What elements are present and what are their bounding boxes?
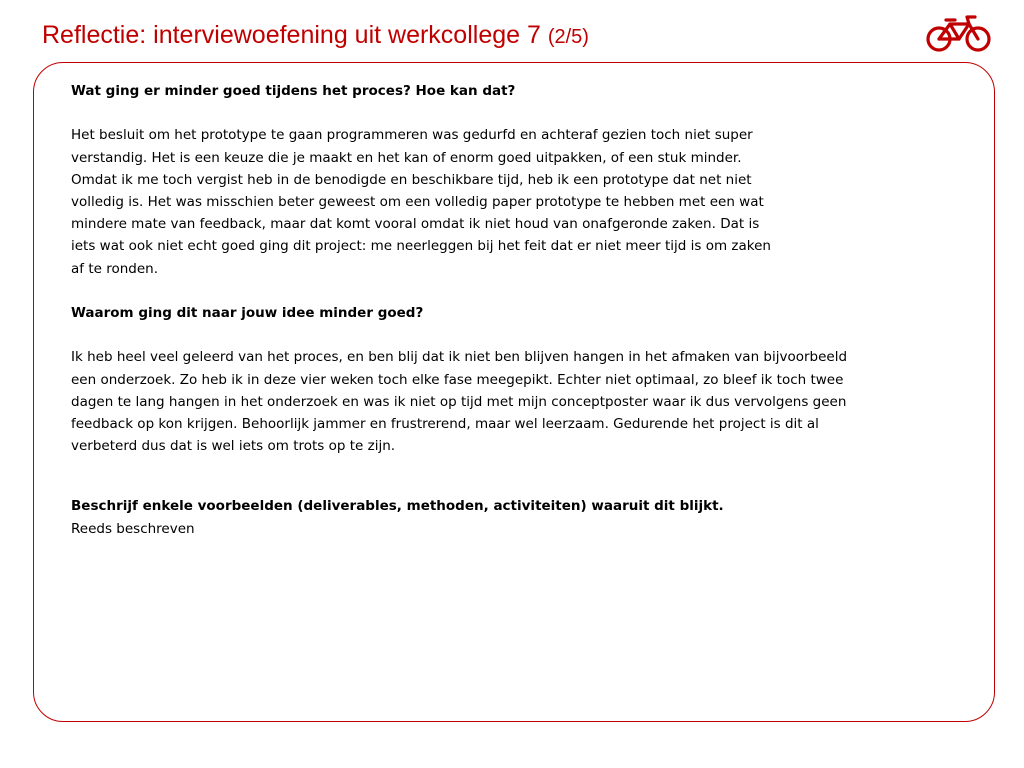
answer-1-line: Het besluit om het prototype te gaan programmeren was gedurfd en achteraf gezien toch niet super [71,127,753,144]
slide-title [42,20,589,52]
question-1: Wat ging er minder goed tijdens het proces? Hoe kan dat? [71,83,516,99]
spacer [71,457,951,495]
question-2: Waarom ging dit naar jouw idee minder goed? [71,305,424,321]
answer-2-line: dagen te lang hangen in het onderzoek en was ik niet op tijd met mijn conceptposter waar ik dus vervolgens geen [71,393,847,410]
answer-3: Reeds beschreven [71,520,195,537]
answer-2-line: Ik heb heel veel geleerd van het proces, en ben blij dat ik niet ben blijven hangen in het afmaken van bijvoorbeeld [71,349,848,366]
answer-1-line: mindere mate van feedback, maar dat komt vooral omdat ik niet houd van onafgeronde zaken. Dat is [71,216,760,233]
spacer [71,324,951,346]
answer-1-line: Omdat ik me toch vergist heb in de benodigde en beschikbare tijd, heb ik een prototype dat net niet [71,171,752,188]
reflection-content [71,80,951,540]
answer-1-line: volledig is. Het was misschien beter geweest om een volledig paper prototype te hebben met een wat [71,194,764,210]
spacer [71,280,951,302]
question-3: Beschrijf enkele voorbeelden (deliverables, methoden, activiteiten) waaruit dit blijkt. [71,498,724,515]
slide-title-text: Reflectie: interviewoefening uit werkcollege 7 [42,21,541,49]
answer-1-line: verstandig. Het is een keuze die je maakt en het kan of enorm goed uitpakken, of een stuk minder. [71,149,742,166]
answer-1-line: iets wat ook niet echt goed ging dit project: me neerleggen bij het feit dat er niet meer tijd is om zaken [71,238,771,255]
answer-2-line: verbeterd dus dat is wel iets om trots op te zijn. [71,438,396,455]
slide-title-page-indicator: (2/5) [547,26,589,48]
bicycle-icon [924,12,994,56]
answer-2-line: een onderzoek. Zo heb ik in deze vier weken toch elke fase meegepikt. Echter niet optimaal, zo bleef ik toch twee [71,371,844,388]
answer-2-line: feedback op kon krijgen. Behoorlijk jammer en frustrerend, maar wel leerzaam. Gedurende het project is dit al [71,416,819,432]
answer-1-line: af te ronden. [71,260,158,277]
spacer [71,102,951,124]
